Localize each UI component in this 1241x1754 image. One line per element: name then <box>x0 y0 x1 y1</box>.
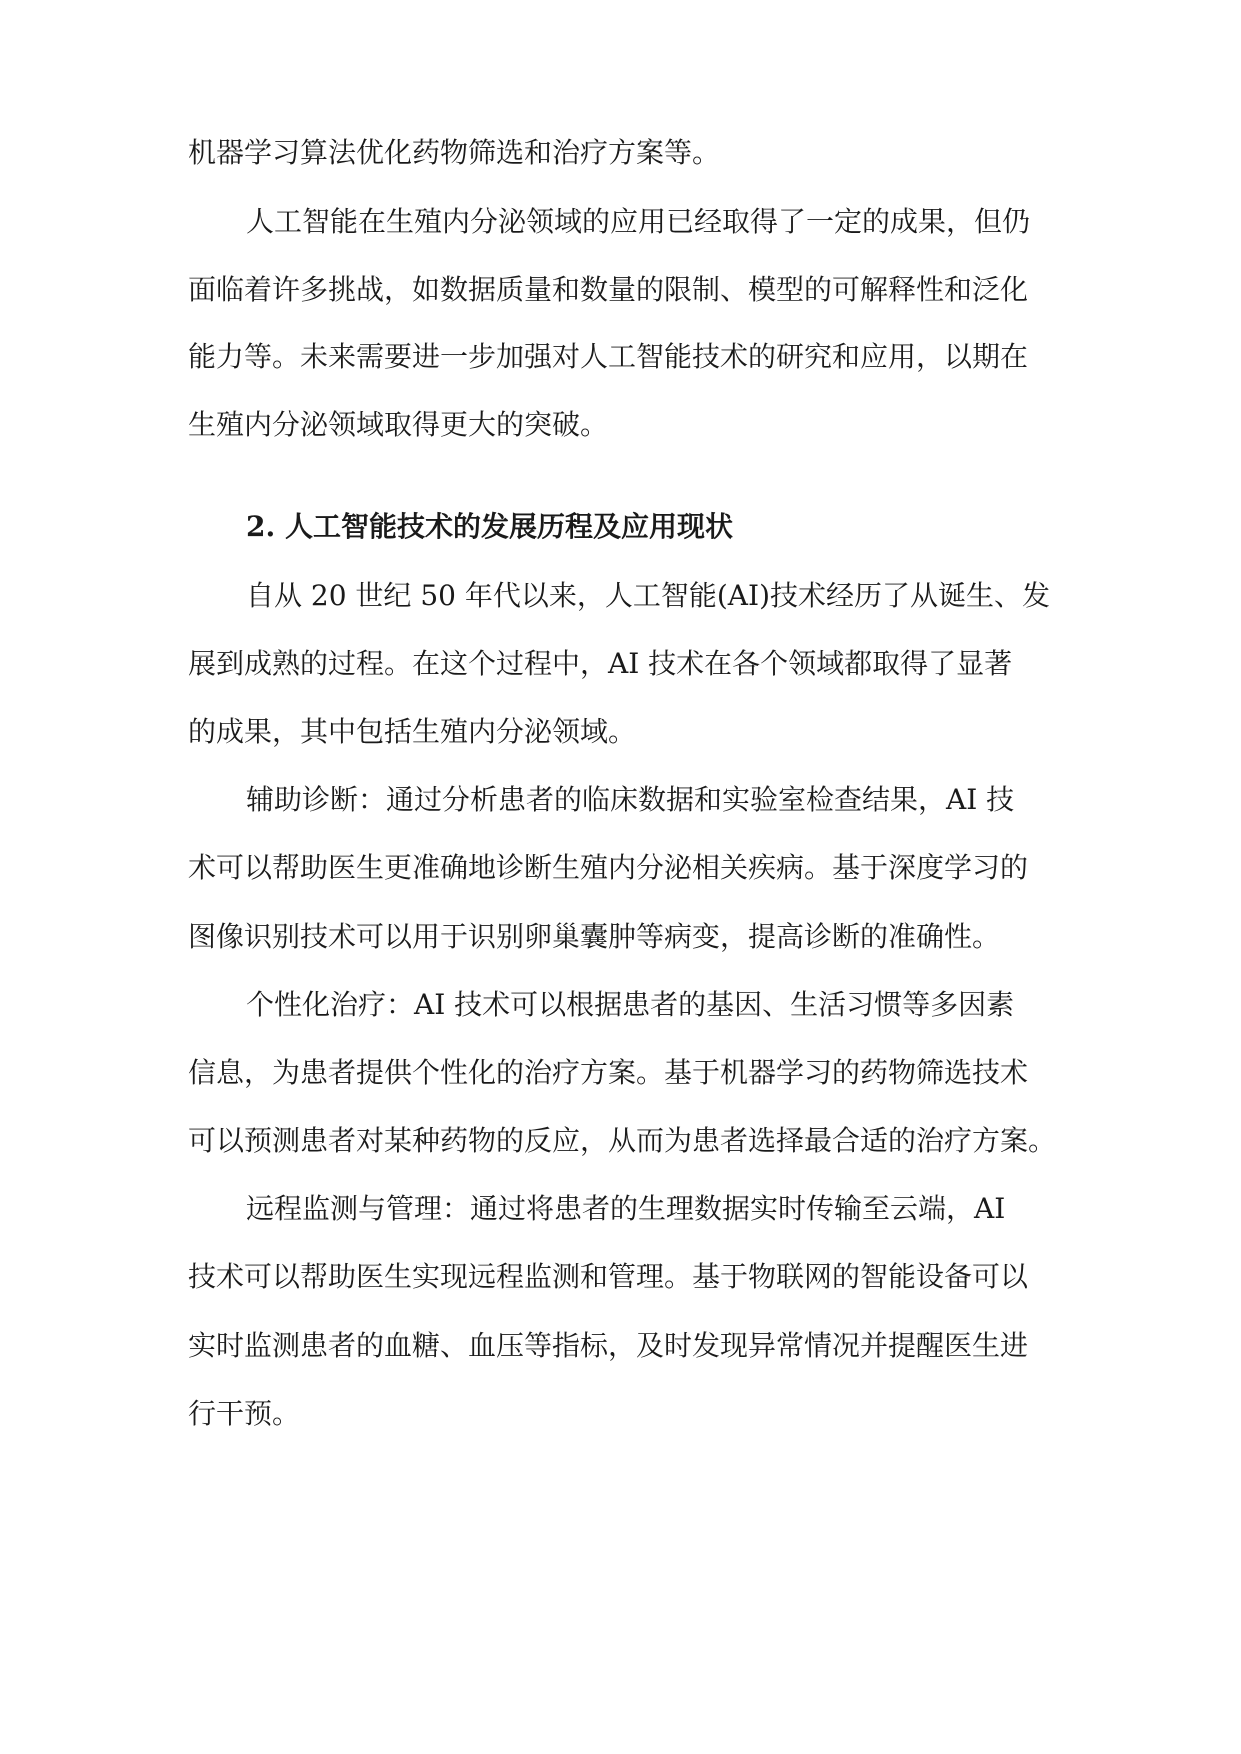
paragraph-line: 能力等。未来需要进一步加强对人工智能技术的研究和应用，以期在 <box>188 340 1029 373</box>
paragraph-line: 自从 20 世纪 50 年代以来，人工智能(AI)技术经历了从诞生、发 <box>246 579 1050 612</box>
paragraph-line: 图像识别技术可以用于识别卵巢囊肿等病变，提高诊断的准确性。 <box>188 920 1001 953</box>
paragraph-line: 机器学习算法优化药物筛选和治疗方案等。 <box>188 136 721 169</box>
paragraph-line: 个性化治疗：AI 技术可以根据患者的基因、生活习惯等多因素 <box>246 988 1015 1021</box>
paragraph-line: 远程监测与管理：通过将患者的生理数据实时传输至云端，AI <box>246 1192 1006 1225</box>
paragraph-line: 技术可以帮助医生实现远程监测和管理。基于物联网的智能设备可以 <box>188 1260 1029 1293</box>
paragraph-line: 生殖内分泌领域取得更大的突破。 <box>188 408 609 441</box>
paragraph-line: 术可以帮助医生更准确地诊断生殖内分泌相关疾病。基于深度学习的 <box>188 851 1029 884</box>
paragraph-line: 面临着许多挑战，如数据质量和数量的限制、模型的可解释性和泛化 <box>188 273 1029 306</box>
paragraph-line: 的成果，其中包括生殖内分泌领域。 <box>188 715 637 748</box>
paragraph-line: 人工智能在生殖内分泌领域的应用已经取得了一定的成果，但仍 <box>246 205 1031 238</box>
section-heading: 2. 人工智能技术的发展历程及应用现状 <box>246 510 733 543</box>
paragraph-line: 行干预。 <box>188 1397 301 1430</box>
paragraph-line: 信息，为患者提供个性化的治疗方案。基于机器学习的药物筛选技术 <box>188 1056 1029 1089</box>
paragraph-line: 辅助诊断：通过分析患者的临床数据和实验室检查结果，AI 技 <box>246 783 1015 816</box>
paragraph-line: 可以预测患者对某种药物的反应，从而为患者选择最合适的治疗方案。 <box>188 1124 1057 1157</box>
paragraph-line: 展到成熟的过程。在这个过程中，AI 技术在各个领域都取得了显著 <box>188 647 1013 680</box>
paragraph-line: 实时监测患者的血糖、血压等指标，及时发现异常情况并提醒医生进 <box>188 1329 1029 1362</box>
